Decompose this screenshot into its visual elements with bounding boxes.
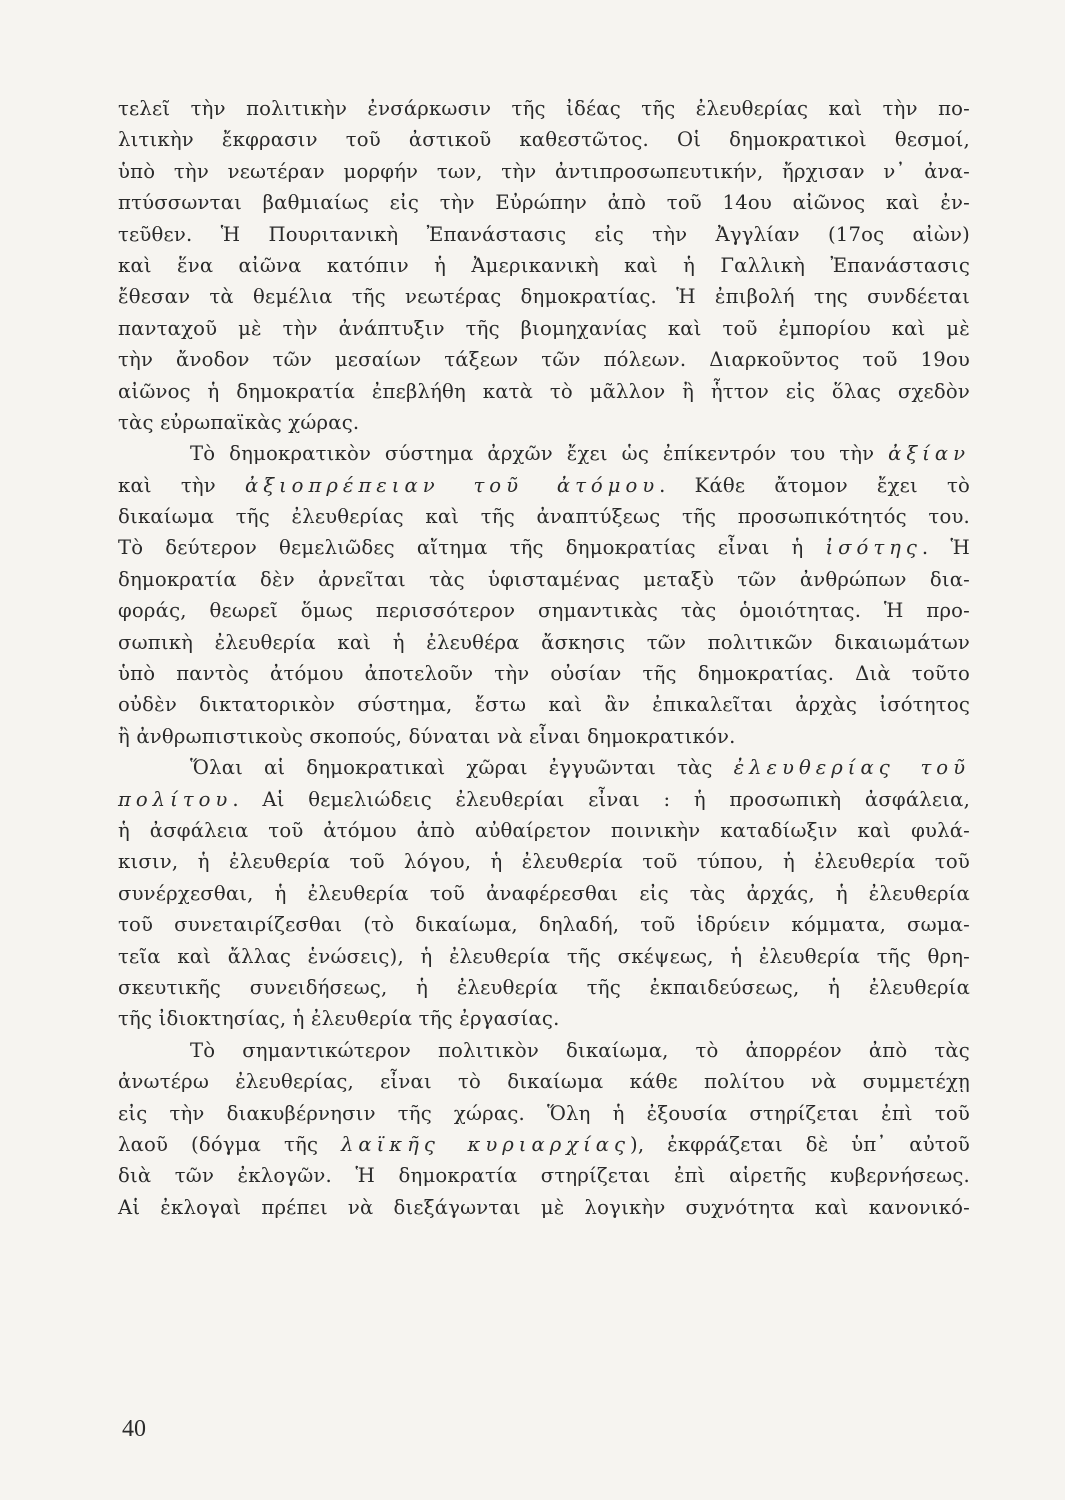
text-run: καὶ τὴν [118, 473, 245, 497]
text-line [118, 878, 970, 909]
text-line [118, 658, 970, 689]
text-run: ἡ ἀσφάλεια τοῦ ἀτόμου ἀπὸ αὐθαίρετον ποινικὴν καταδίωξιν καὶ φυλά- [118, 818, 970, 842]
text-run: διὰ τῶν ἐκλογῶν. Ἡ δημοκρατία στηρίζεται ἐπὶ αἱρετῆς κυβερνήσεως. [118, 1164, 970, 1188]
text-line [118, 627, 970, 658]
body-text [118, 93, 970, 1223]
text-line [118, 250, 970, 281]
text-run: τοῦ συνεταιρίζεσθαι (τὸ δικαίωμα, δηλαδή, τοῦ ἱδρύειν κόμματα, σωμα- [118, 913, 970, 937]
text-line [118, 124, 970, 155]
text-line [118, 156, 970, 187]
text-line [118, 564, 970, 595]
text-run: τῆς ἰδιοκτησίας, ἡ ἐλευθερία τῆς ἐργασίας. [118, 1007, 560, 1031]
text-run: Τὸ δημοκρατικὸν σύστημα ἀρχῶν ἔχει ὡς ἐπίκεντρόν του τὴν [190, 442, 889, 466]
text-line [118, 187, 970, 218]
text-line [118, 281, 970, 312]
text-run: φοράς, θεωρεῖ ὅμως περισσότερον σημαντικὰς τὰς ὁμοιότητας. Ἡ προ- [118, 599, 970, 623]
text-line [118, 941, 970, 972]
text-line [118, 344, 970, 375]
text-run: . Ἡ [921, 536, 970, 560]
text-line [118, 972, 970, 1003]
emphasized-text: πολίτου [118, 787, 233, 811]
text-run: Τὸ δεύτερον θεμελιῶδες αἴτημα τῆς δημοκρατίας εἶναι ἡ [118, 536, 826, 560]
text-run: . Κάθε ἄτομον ἔχει τὸ [659, 473, 970, 497]
emphasized-text: ἰσότης [825, 536, 922, 560]
text-run: δικαίωμα τῆς ἐλευθερίας καὶ τῆς ἀναπτύξεως τῆς προσωπικότητός του. [118, 505, 970, 529]
text-run: τεῖα καὶ ἄλλας ἑνώσεις), ἡ ἐλευθερία τῆς σκέψεως, ἡ ἐλευθερία τῆς θρη- [118, 944, 970, 968]
text-run: τὴν ἄνοδον τῶν μεσαίων τάξεων τῶν πόλεων. Διαρκοῦντος τοῦ 19ου [118, 348, 970, 372]
text-run: κισιν, ἡ ἐλευθερία τοῦ λόγου, ἡ ἐλευθερία τοῦ τύπου, ἡ ἐλευθερία τοῦ [118, 850, 970, 874]
text-line [118, 532, 970, 563]
text-run: εἰς τὴν διακυβέρνησιν τῆς χώρας. Ὅλη ἡ ἐξουσία στηρίζεται ἐπὶ τοῦ [118, 1101, 970, 1125]
text-run: πτύσσωνται βαθμιαίως εἰς τὴν Εὐρώπην ἀπὸ τοῦ 14ου αἰῶνος καὶ ἐν- [118, 191, 970, 215]
text-line [118, 1192, 970, 1223]
text-run: οὐδὲν δικτατορικὸν σύστημα, ἔστω καὶ ἂν ἐπικαλεῖται ἀρχὰς ἰσότητος [118, 693, 970, 717]
text-run: τελεῖ τὴν πολιτικὴν ἐνσάρκωσιν τῆς ἰδέας τῆς ἐλευθερίας καὶ τὴν πο- [118, 97, 970, 120]
text-line [118, 784, 970, 815]
page-number: 40 [122, 1416, 146, 1442]
emphasized-text: ἀξίαν [888, 442, 970, 466]
emphasized-text: ἐλευθερίας τοῦ [733, 756, 970, 780]
text-line [118, 93, 970, 124]
text-line [118, 1035, 970, 1066]
text-run: λαοῦ (δόγμα τῆς [118, 1132, 341, 1156]
text-run: σκευτικῆς συνειδήσεως, ἡ ἐλευθερία τῆς ἐκπαιδεύσεως, ἡ ἐλευθερία [118, 975, 970, 999]
text-run: πανταχοῦ μὲ τὴν ἀνάπτυξιν τῆς βιομηχανίας καὶ τοῦ ἐμπορίου καὶ μὲ [118, 316, 970, 340]
text-run: αἰῶνος ἡ δημοκρατία ἐπεβλήθη κατὰ τὸ μᾶλλον ἢ ἧττον εἰς ὅλας σχεδὸν [118, 379, 970, 403]
text-run: ἀνωτέρω ἐλευθερίας, εἶναι τὸ δικαίωμα κάθε πολίτου νὰ συμμετέχῃ [118, 1070, 970, 1094]
text-line [118, 1129, 970, 1160]
text-line [118, 689, 970, 720]
text-run: Αἱ ἐκλογαὶ πρέπει νὰ διεξάγωνται μὲ λογικὴν συχνότητα καὶ κανονικό- [118, 1195, 970, 1219]
text-line [118, 438, 970, 469]
text-line [118, 1003, 970, 1034]
text-run: σωπικὴ ἐλευθερία καὶ ἡ ἐλευθέρα ἄσκησις τῶν πολιτικῶν δικαιωμάτων [118, 630, 970, 654]
text-run: δημοκρατία δὲν ἀρνεῖται τὰς ὑφισταμένας μεταξὺ τῶν ἀνθρώπων δια- [118, 567, 970, 591]
text-run: Ὅλαι αἱ δημοκρατικαὶ χῶραι ἐγγυῶνται τὰς [190, 756, 734, 780]
text-line [118, 721, 970, 752]
text-line [118, 595, 970, 626]
text-run: λιτικὴν ἔκφρασιν τοῦ ἀστικοῦ καθεστῶτος. Οἱ δημοκρατικοὶ θεσμοί, [118, 128, 970, 152]
text-line [118, 501, 970, 532]
emphasized-text: λαϊκῆς κυριαρχίας [340, 1132, 630, 1156]
text-line [118, 219, 970, 250]
text-line [118, 815, 970, 846]
text-run: συνέρχεσθαι, ἡ ἐλευθερία τοῦ ἀναφέρεσθαι εἰς τὰς ἀρχάς, ἡ ἐλευθερία [118, 881, 970, 905]
text-line [118, 1160, 970, 1191]
text-run: τὰς εὐρωπαϊκὰς χώρας. [118, 410, 360, 434]
text-run: ), ἐκφράζεται δὲ ὑπ᾿ αὐτοῦ [629, 1132, 970, 1156]
text-run: ἢ ἀνθρωπιστικοὺς σκοπούς, δύναται νὰ εἶναι δημοκρατικόν. [118, 724, 736, 748]
text-line [118, 407, 970, 438]
text-run: ἔθεσαν τὰ θεμέλια τῆς νεωτέρας δημοκρατίας. Ἡ ἐπιβολή της συνδέεται [118, 285, 970, 309]
text-run: ὑπὸ παντὸς ἀτόμου ἀποτελοῦν τὴν οὐσίαν τῆς δημοκρατίας. Διὰ τοῦτο [118, 662, 970, 686]
text-line [118, 1066, 970, 1097]
text-run: . Αἱ θεμελιώδεις ἐλευθερίαι εἶναι : ἡ προσωπικὴ ἀσφάλεια, [232, 787, 970, 811]
emphasized-text: ἀξιοπρέπειαν τοῦ ἀτόμου [244, 473, 660, 497]
text-line [118, 313, 970, 344]
text-run: ὑπὸ τὴν νεωτέραν μορφήν των, τὴν ἀντιπροσωπευτικήν, ἤρχισαν ν᾿ ἀνα- [118, 159, 970, 183]
text-line [118, 846, 970, 877]
text-line [118, 1098, 970, 1129]
text-run: καὶ ἕνα αἰῶνα κατόπιν ἡ Ἀμερικανικὴ καὶ ἡ Γαλλικὴ Ἐπανάστασις [118, 253, 970, 277]
text-line [118, 470, 970, 501]
text-run: τεῦθεν. Ἡ Πουριτανικὴ Ἐπανάστασις εἰς τὴν Ἀγγλίαν (17ος αἰὼν) [118, 222, 970, 246]
text-run: Τὸ σημαντικώτερον πολιτικὸν δικαίωμα, τὸ ἀπορρέον ἀπὸ τὰς [190, 1038, 970, 1062]
text-line [118, 376, 970, 407]
text-line [118, 752, 970, 783]
text-line [118, 909, 970, 940]
